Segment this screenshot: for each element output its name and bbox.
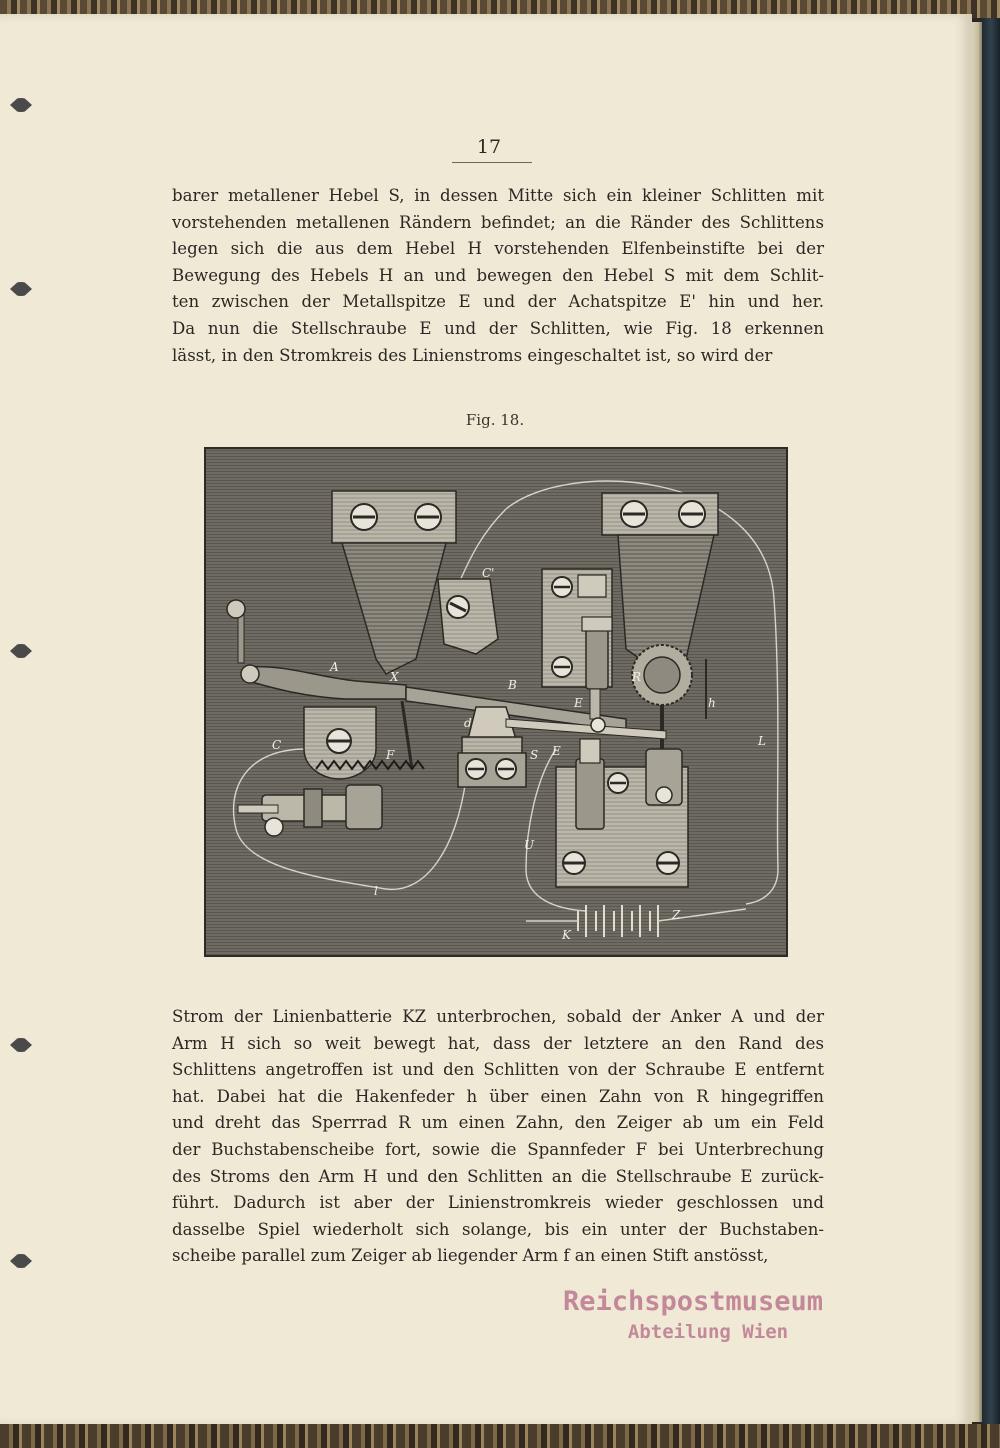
figure-label: C xyxy=(272,738,282,752)
figure-label: F xyxy=(386,748,395,762)
text-line: Arm H sich so weit bewegt hat, dass der letztere an den Rand des xyxy=(172,1033,824,1053)
page-edge xyxy=(972,22,982,1422)
figure-label: h xyxy=(708,696,716,710)
figure-label: l xyxy=(374,884,378,898)
text-line: dasselbe Spiel wiederholt sich solange, bis ein unter der Buchstaben- xyxy=(172,1219,824,1239)
page-number: 17 xyxy=(476,136,502,158)
paragraph-top xyxy=(172,183,824,369)
figure-label: U xyxy=(524,838,535,852)
figure-label: L xyxy=(758,734,766,748)
figure-label: X xyxy=(390,670,399,684)
figure-label: B xyxy=(508,678,517,692)
text-line: Strom der Linienbatterie KZ unterbrochen, sobald der Anker A und der xyxy=(172,1007,824,1026)
text-line: des Stroms den Arm H und den Schlitten an die Stellschraube E zurück- xyxy=(172,1166,824,1186)
telegraph-apparatus-illustration xyxy=(206,449,786,955)
text-line: barer metallener Hebel S, in dessen Mitte sich ein kleiner Schlitten mit xyxy=(172,186,824,205)
book-binding-bottom xyxy=(0,1424,1000,1448)
figure-label: E xyxy=(552,744,561,758)
page-number-rule xyxy=(452,162,532,163)
text-line: scheibe parallel zum Zeiger ab liegender Arm f an einen Stift anstösst, xyxy=(172,1246,769,1266)
figure-label: E xyxy=(574,696,583,710)
figure-label: d xyxy=(464,716,472,730)
figure-label: R xyxy=(632,670,642,684)
figure-engraving xyxy=(204,447,788,957)
figure-label: S xyxy=(530,748,539,762)
text-line: und dreht das Sperrrad R um einen Zahn, den Zeiger ab um ein Feld xyxy=(172,1113,824,1133)
paragraph-bottom xyxy=(172,1004,824,1270)
figure-label: Z xyxy=(672,908,681,922)
text-line: lässt, in den Stromkreis des Linienstroms eingeschaltet ist, so wird der xyxy=(172,345,773,365)
text-line: führt. Dadurch ist aber der Linienstromkreis wieder geschlossen und xyxy=(172,1193,824,1213)
library-stamp xyxy=(548,1286,838,1343)
stamp-line: Abteilung Wien xyxy=(627,1321,789,1343)
figure-label: C' xyxy=(482,566,495,580)
text-line: der Buchstabenscheibe fort, sowie die Spannfeder F bei Unterbrechung xyxy=(172,1139,824,1159)
figure-caption: Fig. 18. xyxy=(465,411,525,429)
text-line: vorstehenden metallenen Rändern befindet; an die Ränder des Schlittens xyxy=(172,212,824,232)
text-line: Bewegung des Hebels H an und bewegen den Hebel S mit dem Schlit- xyxy=(172,265,824,285)
figure-label: K xyxy=(562,928,571,942)
text-line: ten zwischen der Metallspitze E und der Achatspitze E' hin und her. xyxy=(172,292,824,312)
stamp-line: Reichspostmuseum xyxy=(562,1286,824,1317)
text-line: legen sich die aus dem Hebel H vorstehenden Elfenbeinstifte bei der xyxy=(172,239,824,259)
text-line: Schlittens angetroffen ist und den Schlitten von der Schraube E entfernt xyxy=(172,1060,824,1080)
text-line: hat. Dabei hat die Hakenfeder h über einen Zahn von R hingegriffen xyxy=(172,1086,824,1106)
book-spine xyxy=(982,18,1000,1426)
text-line: Da nun die Stellschraube E und der Schlitten, wie Fig. 18 erkennen xyxy=(172,318,824,338)
figure-label: A xyxy=(330,660,339,674)
